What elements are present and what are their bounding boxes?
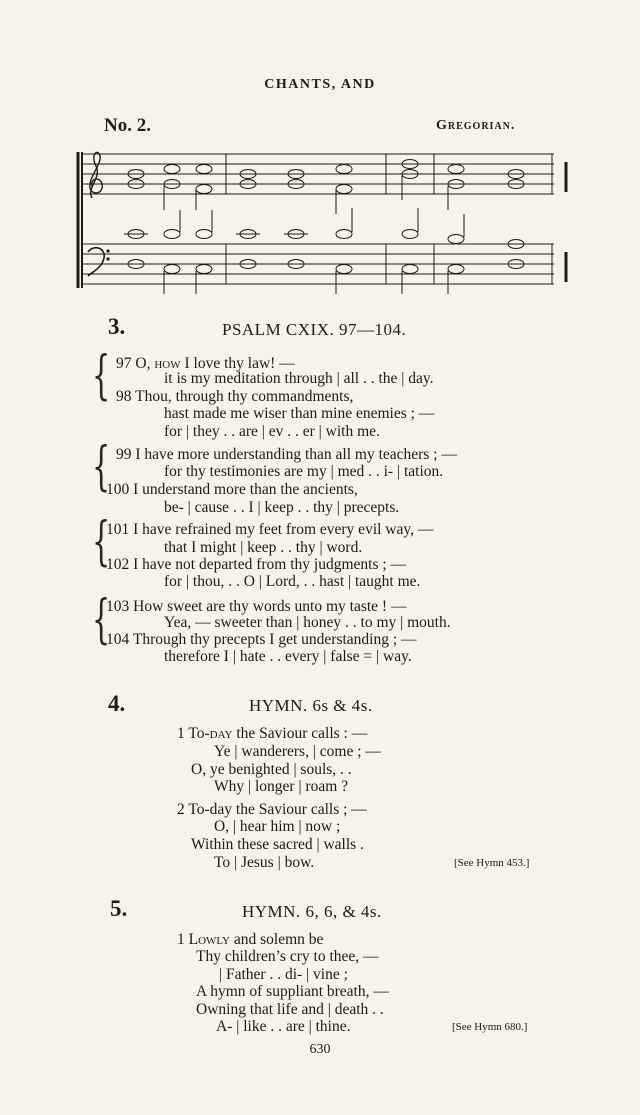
running-head: CHANTS, AND	[264, 77, 376, 92]
hymn5-line: 1 Lowly and solemn be	[177, 931, 324, 948]
psalm-line: 100 I understand more than the ancients,	[106, 481, 358, 498]
psalm-title: PSALM CXIX. 97—104.	[222, 320, 407, 339]
chant-name: Gregorian.	[436, 118, 516, 133]
hymn5-line: Thy children’s cry to thee, —	[196, 948, 379, 965]
hymn5-number: 5.	[110, 896, 128, 921]
verse-brace-icon: {	[92, 437, 111, 497]
psalm-line: 99 I have more understanding than all my teachers ; —	[116, 446, 457, 463]
bass-clef	[88, 248, 104, 276]
treble-notes	[128, 160, 524, 215]
hymn5-line: Owning that life and | death . .	[196, 1001, 384, 1018]
psalm-line: therefore I | hate . . every | false = | way.	[164, 648, 412, 665]
hymn5-line: A hymn of suppliant breath, —	[196, 983, 389, 1000]
bass-staff	[82, 244, 554, 284]
psalm-number: 3.	[108, 314, 126, 339]
hymn5-line: | Father . . di- | vine ;	[219, 966, 348, 983]
psalm-line: 98 Thou, through thy commandments,	[116, 388, 354, 405]
psalm-line: Yea, — sweeter than | honey . . to my | mouth.	[164, 614, 451, 631]
hymn5-line: A- | like . . are | thine.	[216, 1018, 351, 1035]
psalm-line: it is my meditation through | all . . the | day.	[164, 370, 434, 387]
hymn4-title: HYMN. 6s & 4s.	[249, 696, 373, 715]
psalm-line: hast made me wiser than mine enemies ; —	[164, 405, 435, 422]
hymn5-reference: [See Hymn 680.]	[452, 1021, 528, 1033]
hymn4-line: 1 To-day the Saviour calls : —	[177, 725, 368, 742]
hymn4-line: Ye | wanderers, | come ; —	[214, 743, 381, 760]
treble-clef	[90, 152, 102, 198]
verse-brace-icon: {	[92, 346, 111, 406]
psalm-line: for | thou, . . O | Lord, . . hast | taught me.	[164, 573, 421, 590]
bass-notes	[124, 208, 524, 294]
page-number: 630	[309, 1042, 331, 1057]
psalm-line: 97 O, how I love thy law! —	[116, 355, 295, 372]
hymn4-line: 2 To-day the Saviour calls ; —	[177, 801, 367, 818]
psalm-line: for | they . . are | ev . . er | with me.	[164, 423, 380, 440]
psalm-line: for thy testimonies are my | med . . i- | tation.	[164, 463, 444, 480]
hymn4-line: Why | longer | roam ?	[214, 778, 349, 795]
psalm-line: 101 I have refrained my feet from every evil way, —	[106, 521, 434, 538]
verse-brace-icon: {	[92, 512, 111, 572]
hymn4-number: 4.	[108, 691, 126, 716]
hymn5-title: HYMN. 6, 6, & 4s.	[242, 902, 382, 921]
music-score	[76, 148, 576, 296]
chant-number: No. 2.	[104, 115, 151, 136]
psalm-line: 103 How sweet are thy words unto my taste ! —	[106, 598, 407, 615]
hymn4-line: To | Jesus | bow.	[214, 854, 315, 871]
hymn4-reference: [See Hymn 453.]	[454, 857, 530, 869]
hymn4-line: O, | hear him | now ;	[214, 818, 341, 835]
hymn4-line: O, ye benighted | souls, . .	[191, 761, 352, 778]
hymn4-line: Within these sacred | walls .	[191, 836, 364, 853]
verse-brace-icon: {	[92, 590, 111, 650]
psalm-line: be- | cause . . I | keep . . thy | precepts.	[164, 499, 400, 516]
psalm-line: 102 I have not departed from thy judgments ; —	[106, 556, 407, 573]
psalm-line: that I might | keep . . thy | word.	[164, 539, 363, 556]
psalm-line: 104 Through thy precepts I get understanding ; —	[106, 631, 417, 648]
treble-staff	[82, 154, 554, 194]
